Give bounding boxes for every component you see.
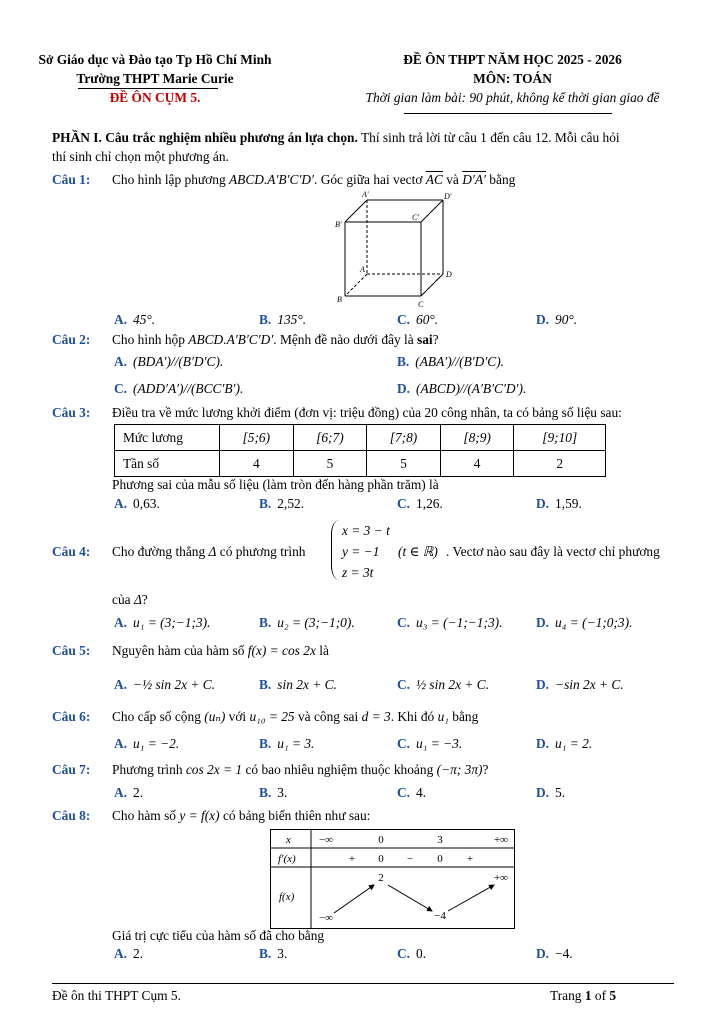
table-cell: 4 [440,451,514,477]
question-8-text: Cho hàm số y = f(x) có bảng biến thiên như sau: [112,808,371,823]
bbt-f-val: 2 [378,872,384,884]
q6-option-c[interactable]: C. u₁ = −3. [397,736,463,751]
cube-label-b-prime: B′ [335,220,342,229]
question-4-text-a: Cho đường thẳng Δ có phương trình [112,544,306,559]
q6-option-a[interactable]: A. u₁ = −2. [114,736,180,751]
q8-option-d[interactable]: D. −4. [536,946,573,961]
question-6-label: Câu 6: [52,709,91,724]
bbt-x-val: 3 [437,834,443,846]
table-cell: 2 [514,451,606,477]
bbt-sign: 0 [378,853,384,865]
q8-option-b[interactable]: B. 3. [259,946,288,961]
exam-cluster-title: ĐỀ ÔN CỤM 5. [109,90,201,105]
cube-figure [330,190,460,308]
table-header-salary: Mức lương [115,425,220,451]
q4-option-b[interactable]: B. u₂ = (3;−1;0). [259,615,355,630]
q1-option-c[interactable]: C. 60°. [397,312,439,327]
q4-option-d[interactable]: D. u₄ = (−1;0;3). [536,615,633,630]
table-cell: 5 [367,451,441,477]
bbt-x-val: 0 [378,834,384,846]
cube-label-c: C [418,300,424,308]
bbt-f-val: +∞ [493,872,509,884]
q1-option-b[interactable]: B. 135°. [259,312,307,327]
bbt-arrow-up [334,885,374,913]
cube-label-d-prime: D′ [444,192,452,201]
question-3-prompt: Phương sai của mẫu số liệu (làm tròn đến hàng phần trăm) là [112,477,439,492]
bbt-x-label: x [286,834,291,846]
q3-option-a[interactable]: A. 0,63. [114,496,160,511]
school-department: Sở Giáo dục và Đào tạo Tp Hồ Chí Minh [38,52,272,67]
table-header-frequency: Tần số [115,451,220,477]
q7-option-c[interactable]: C. 4. [397,785,427,800]
footer-left: Đề ôn thi THPT Cụm 5. [52,988,181,1003]
variation-table [270,829,515,929]
cube-label-a-prime: A′ [362,190,369,199]
bbt-arrow-down [388,885,432,911]
q5-option-d[interactable]: D. −sin 2x + C. [536,677,624,692]
q3-option-b[interactable]: B. 2,52. [259,496,305,511]
q2-option-c[interactable]: C. (ADD′A′)//(BCC′B′). [114,381,244,396]
exam-duration: Thời gian làm bài: 90 phút, không kể thời gian giao đề [365,90,660,105]
table-cell: 4 [220,451,294,477]
parameter-domain: (t ∈ ℝ) [398,544,438,559]
bbt-sign: 0 [437,853,443,865]
question-3-label: Câu 3: [52,405,91,420]
question-5-text: Nguyên hàm của hàm số f(x) = cos 2x là [112,643,329,658]
q2-option-b[interactable]: B. (ABA′)//(B′D′C). [397,354,505,369]
bbt-sign: + [348,853,356,865]
question-1-label: Câu 1: [52,172,91,187]
system-brace [331,520,340,580]
bbt-sign: − [406,853,414,865]
header-divider-left [78,88,218,89]
subject-title: MÔN: TOÁN [473,71,552,86]
table-row [115,451,606,477]
question-4-label: Câu 4: [52,544,91,559]
q7-option-a[interactable]: A. 2. [114,785,144,800]
cube-label-c-prime: C′ [412,213,420,222]
line-equation-system: x = 3 − t y = −1 z = 3t [342,523,390,580]
q2-option-d[interactable]: D. (ABCD)//(A′B′C′D′). [397,381,527,396]
q8-option-a[interactable]: A. 2. [114,946,144,961]
bbt-x-val: +∞ [493,834,509,846]
bbt-f-val: −4 [434,910,446,922]
header-divider-right [404,113,612,114]
question-4-text-c: của Δ? [112,592,148,607]
bbt-x-val: −∞ [318,834,334,846]
bbt-f-label: f(x) [279,891,295,903]
bbt-f-val: −∞ [318,912,334,924]
question-4-text-b: . Vectơ nào sau đây là vectơ chỉ phương [446,544,660,559]
q3-option-c[interactable]: C. 1,26. [397,496,443,511]
question-7-label: Câu 7: [52,762,91,777]
question-5-label: Câu 5: [52,643,91,658]
section-title: PHẦN I. Câu trắc nghiệm nhiều phương án lựa chọn. [52,130,358,145]
question-2-text: Cho hình hộp ABCD.A′B′C′D′. Mệnh đề nào dưới đây là sai? [112,332,439,347]
q3-option-d[interactable]: D. 1,59. [536,496,582,511]
question-1-text: Cho hình lập phương ABCD.A′B′C′D′. Góc giữa hai vectơ $\overline{AC}$ và D′A′ bằng [112,172,516,187]
q6-option-d[interactable]: D. u₁ = 2. [536,736,593,751]
q8-option-c[interactable]: C. 0. [397,946,427,961]
school-name: Trường THPT Marie Curie [76,71,234,86]
q5-option-c[interactable]: C. ½ sin 2x + C. [397,677,490,692]
q7-option-d[interactable]: D. 5. [536,785,566,800]
table-cell: [7;8) [367,425,441,451]
question-8-label: Câu 8: [52,808,91,823]
exam-title: ĐỀ ÔN THPT NĂM HỌC 2025 - 2026 [403,52,622,67]
q2-option-a[interactable]: A. (BDA′)//(B′D′C). [114,354,224,369]
cube-label-d: D [446,270,452,279]
bbt-fprime-label: f′(x) [278,853,296,865]
salary-frequency-table [114,424,606,477]
q4-option-c[interactable]: C. u₃ = (−1;−1;3). [397,615,503,630]
q1-option-d[interactable]: D. 90°. [536,312,578,327]
q7-option-b[interactable]: B. 3. [259,785,288,800]
footer-divider [52,983,674,984]
question-3-text: Điều tra về mức lương khởi điểm (đơn vị: triệu đồng) của 20 công nhân, ta có bảng số liệu sau: [112,405,622,420]
table-row [115,425,606,451]
q5-option-b[interactable]: B. sin 2x + C. [259,677,337,692]
q6-option-b[interactable]: B. u₁ = 3. [259,736,315,751]
question-2-label: Câu 2: [52,332,91,347]
page-number: Trang 1 of 5 [550,988,617,1003]
bbt-arrow-up [448,885,494,911]
q5-option-a[interactable]: A. −½ sin 2x + C. [114,677,216,692]
question-8-prompt: Giá trị cực tiểu của hàm số đã cho bằng [112,928,325,943]
q4-option-a[interactable]: A. u₁ = (3;−1;3). [114,615,211,630]
bbt-sign: + [466,853,474,865]
q1-option-a[interactable]: A. 45°. [114,312,156,327]
table-cell: [8;9) [440,425,514,451]
cube-label-a: A [360,265,365,274]
section-intro: PHẦN I. Câu trắc nghiệm nhiều phương án lựa chọn. Thí sinh trả lời từ câu 1 đến câu 12. Mỗi câu hỏi thí sinh chỉ chọn một phương án. [52,130,620,164]
table-cell: [5;6) [220,425,294,451]
table-cell: [6;7) [293,425,367,451]
question-7-text: Phương trình cos 2x = 1 có bao nhiêu nghiệm thuộc khoảng (−π; 3π)? [112,762,489,777]
cube-label-b: B [337,295,342,304]
table-cell: [9;10] [514,425,606,451]
table-cell: 5 [293,451,367,477]
question-6-text: Cho cấp số cộng (uₙ) với u₁₀ = 25 và công sai d = 3. Khi đó u₁ bằng [112,709,479,724]
